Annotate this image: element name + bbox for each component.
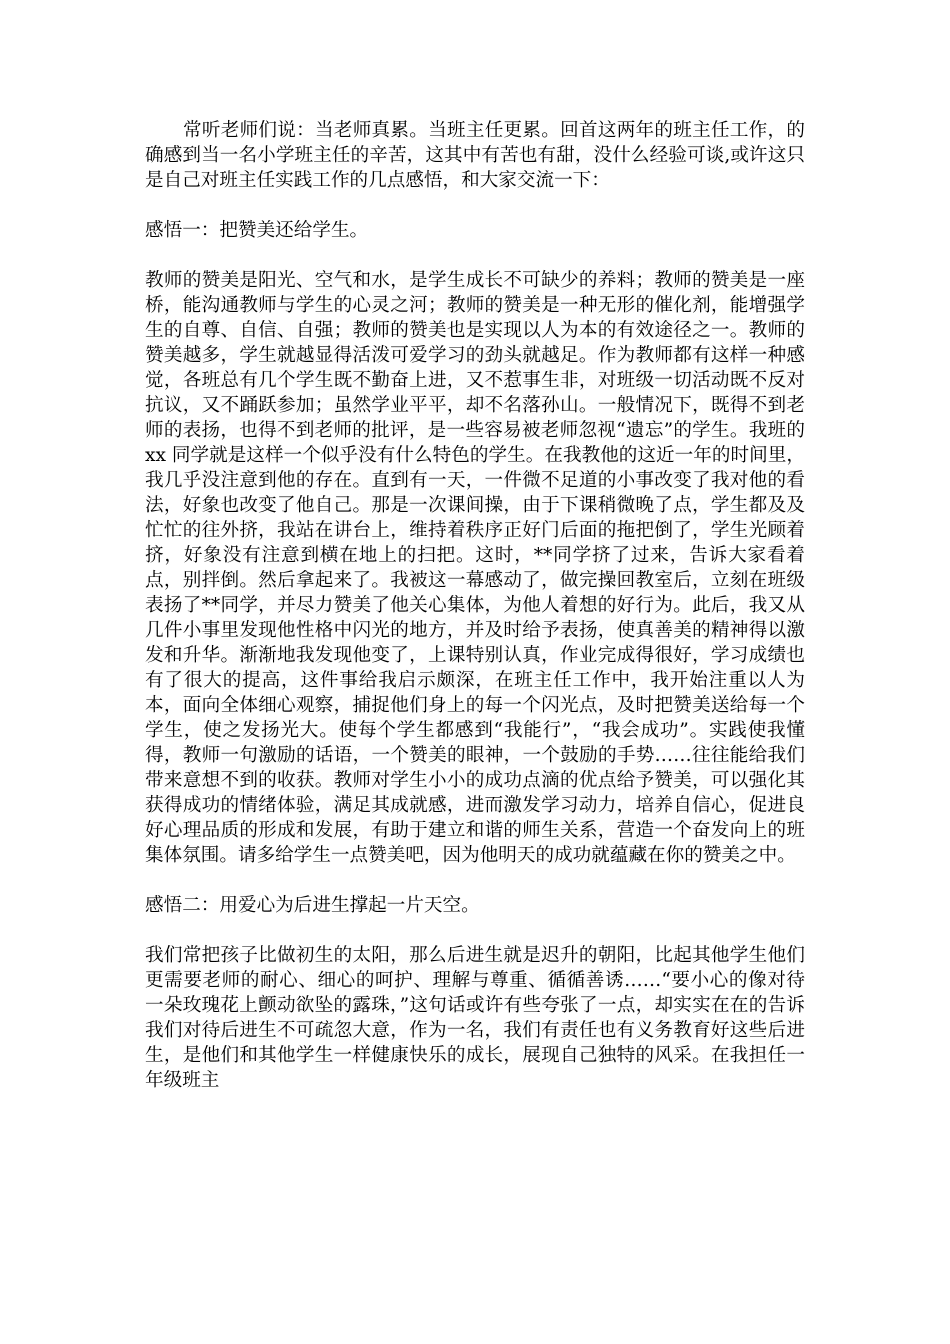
section-heading-1: 感悟一：把赞美还给学生。 <box>145 220 369 241</box>
document-page <box>145 118 805 1118</box>
section-heading-2: 感悟二：用爱心为后进生撑起一片天空。 <box>145 895 480 916</box>
intro-paragraph: 常听老师们说：当老师真累。当班主任更累。回首这两年的班主任工作，的确感到当一名小学班主任的辛苦，这其中有苦也有甜，没什么经验可谈,或许这只是自己对班主任实践工作的几点感悟，和大家交流一下： <box>145 120 805 191</box>
body-paragraph-1: 教师的赞美是阳光、空气和水，是学生成长不可缺少的养料；教师的赞美是一座桥，能沟通教师与学生的心灵之河；教师的赞美是一种无形的催化剂，能增强学生的自尊、自信、自强；教师的赞美也是实现以人为本的有效途径之一。教师的赞美越多，学生就越显得活泼可爱学习的劲头就越足。作为教师都有这样一种感觉，各班总有几个学生既不勤奋上进，又不惹事生非，对班级一切活动既不反对抗议，又不踊跃参加；虽然学业平平，却不名落孙山。一般情况下，既得不到老师的表扬，也得不到老师的批评，是一些容易被老师忽视“遗忘”的学生。我班的 xx 同学就是这样一个似乎没有什么特色的学生。在我教他的这近一年的时间里，我几乎没注意到他的存在。直到有一天，一件微不足道的小事改变了我对他的看法，好象也改变了他自己。那是一次课间操，由于下课稍微晚了点，学生都及及忙忙的往外挤，我站在讲台上，维持着秩序正好门后面的拖把倒了，学生光顾着挤，好象没有注意到横在地上的扫把。这时，**同学挤了过来，告诉大家看着点，别拌倒。然后拿起来了。我被这一幕感动了，做完操回教室后，立刻在班级表扬了**同学，并尽力赞美了他关心集体，为他人着想的好行为。此后，我又从几件小事里发现他性格中闪光的地方，并及时给予表扬，使真善美的精神得以激发和升华。渐渐地我发现他变了，上课特别认真，作业完成得很好，学习成绩也有了很大的提高，这件事给我启示颇深，在班主任工作中，我开始注重以人为本，面向全体细心观察，捕捉他们身上的每一个闪光点，及时把赞美送给每一个学生，使之发扬光大。使每个学生都感到“我能行”，“我会成功”。实践使我懂得，教师一句激励的话语，一个赞美的眼神，一个鼓励的手势……往往能给我们带来意想不到的收获。教师对学生小小的成功点滴的优点给予赞美，可以强化其获得成功的情绪体验，满足其成就感，进而激发学习动力，培养自信心，促进良好心理品质的形成和发展，有助于建立和谐的师生关系，营造一个奋发向上的班集体氛围。请多给学生一点赞美吧，因为他明天的成功就蕴藏在你的赞美之中。 <box>145 270 805 866</box>
body-paragraph-2: 我们常把孩子比做初生的太阳，那么后进生就是迟升的朝阳，比起其他学生他们更需要老师的耐心、细心的呵护、理解与尊重、循循善诱……“要小心的像对待一朵玫瑰花上颤动欲坠的露珠，”这句话或许有些夸张了一点，却实实在在的告诉我们对待后进生不可疏忽大意，作为一名，我们有责任也有义务教育好这些后进生，是他们和其他学生一样健康快乐的成长，展现自己独特的风采。在我担任一年级班主 <box>145 945 805 1091</box>
